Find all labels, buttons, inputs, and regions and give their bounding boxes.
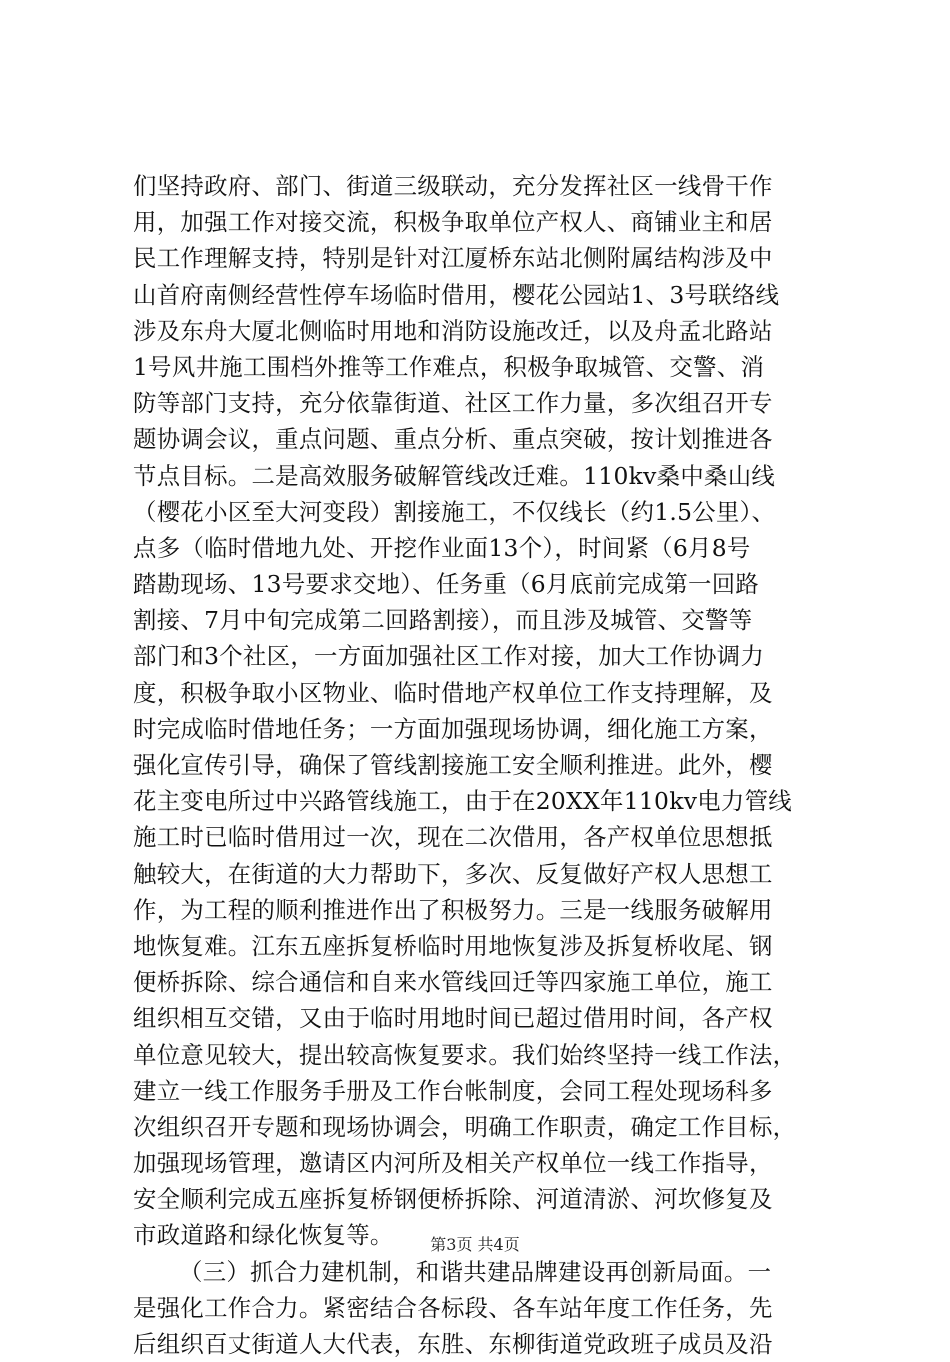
text-line-32: 是强化工作合力。紧密结合各标段、各车站年度工作任务，先 — [133, 1293, 773, 1322]
text-line-21: 作，为工程的顺利推进作出了积极努力。三是一线服务破解用 — [133, 895, 773, 924]
text-line-4: 山首府南侧经营性停车场临时借用，樱花公园站1、3号联络线 — [133, 280, 780, 309]
page-footer — [0, 1232, 950, 1255]
page-number-label: 第3页 共4页 — [430, 1235, 520, 1254]
text-line-8: 题协调会议，重点问题、重点分析、重点突破，按计划推进各 — [133, 425, 773, 454]
text-line-1: 们坚持政府、部门、街道三级联动，充分发挥社区一线骨干作 — [133, 172, 773, 200]
text-line-12: 踏勘现场、13号要求交地）、任务重（6月底前完成第一回路 — [133, 570, 760, 599]
text-line-24: 组织相互交错，又由于临时用地时间已超过借用时间，各产权 — [133, 1004, 773, 1033]
text-line-29: 安全顺利完成五座拆复桥钢便桥拆除、河道清淤、河坎修复及 — [133, 1185, 773, 1214]
text-line-19: 施工时已临时借用过一次，现在二次借用，各产权单位思想抵 — [133, 823, 773, 852]
text-line-33: 后组织百丈街道人大代表，东胜、东柳街道党政班子成员及沿 — [133, 1330, 773, 1358]
text-line-22: 地恢复难。江东五座拆复桥临时用地恢复涉及拆复桥收尾、钢 — [133, 931, 773, 960]
text-line-23: 便桥拆除、综合通信和自来水管线回迁等四家施工单位，施工 — [133, 968, 773, 997]
text-line-28: 加强现场管理，邀请区内河所及相关产权单位一线工作指导， — [133, 1149, 773, 1178]
text-line-7: 防等部门支持，充分依靠街道、社区工作力量，多次组召开专 — [133, 389, 773, 418]
text-line-30: 市政道路和绿化恢复等。 — [133, 1221, 394, 1250]
body-text — [133, 168, 833, 1362]
text-line-31: （三）抓合力建机制，和谐共建品牌建设再创新局面。一 — [179, 1257, 772, 1286]
text-line-11: 点多（临时借地九处、开挖作业面13个），时间紧（6月8号 — [133, 533, 751, 562]
text-line-26: 建立一线工作服务手册及工作台帐制度，会同工程处现场科多 — [133, 1076, 773, 1105]
text-line-3: 民工作理解支持，特别是针对江厦桥东站北侧附属结构涉及中 — [133, 244, 773, 273]
text-line-15: 度，积极争取小区物业、临时借地产权单位工作支持理解，及 — [133, 678, 773, 707]
text-line-2: 用，加强工作对接交流，积极争取单位产权人、商铺业主和居 — [133, 208, 773, 237]
text-line-25: 单位意见较大，提出较高恢复要求。我们始终坚持一线工作法， — [133, 1040, 797, 1069]
text-line-17: 强化宣传引导，确保了管线割接施工安全顺利推进。此外，樱 — [133, 751, 773, 779]
text-line-20: 触较大，在街道的大力帮助下，多次、反复做好产权人思想工 — [133, 859, 773, 888]
text-line-13: 割接、7月中旬完成第二回路割接），而且涉及城管、交警等 — [133, 606, 753, 635]
text-line-16: 时完成临时借地任务；一方面加强现场协调，细化施工方案， — [133, 714, 773, 743]
text-line-27: 次组织召开专题和现场协调会，明确工作职责，确定工作目标， — [133, 1112, 797, 1141]
text-line-10: （樱花小区至大河变段）割接施工，不仅线长（约1.5公里）、 — [133, 497, 776, 526]
text-line-14: 部门和3个社区，一方面加强社区工作对接，加大工作协调力 — [133, 642, 765, 671]
text-line-5: 涉及东舟大厦北侧临时用地和消防设施改迁，以及舟孟北路站 — [133, 316, 773, 345]
text-line-9: 节点目标。二是高效服务破解管线改迁难。110kv桑中桑山线 — [133, 461, 776, 490]
text-line-18: 花主变电所过中兴路管线施工，由于在20XX年110kv电力管线 — [133, 787, 792, 816]
text-line-6: 1号风井施工围档外推等工作难点，积极争取城管、交警、消 — [133, 352, 765, 381]
